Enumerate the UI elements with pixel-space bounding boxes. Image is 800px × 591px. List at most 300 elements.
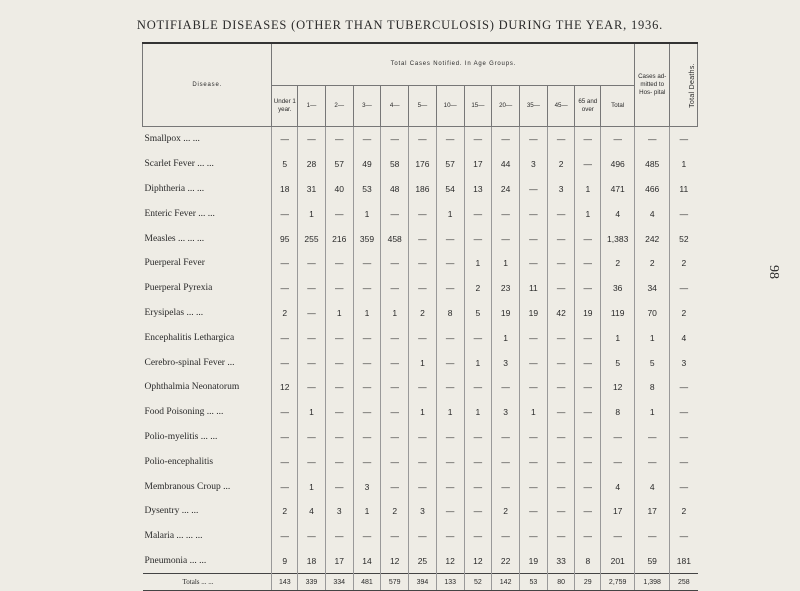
table-cell: — xyxy=(670,474,698,499)
table-cell: 2 xyxy=(635,251,670,276)
table-cell: — xyxy=(464,375,492,400)
table-cell: 1 xyxy=(353,301,381,326)
table-cell: — xyxy=(325,350,353,375)
table-cell: 1 xyxy=(492,325,520,350)
table-cell: — xyxy=(353,524,381,549)
column-header: 20— xyxy=(492,85,520,127)
table-cell: — xyxy=(464,425,492,450)
table-cell: 3 xyxy=(547,177,575,202)
table-cell: 42 xyxy=(547,301,575,326)
table-row xyxy=(143,350,698,375)
table-cell: — xyxy=(464,226,492,251)
table-cell: 22 xyxy=(492,549,520,574)
table-cell: — xyxy=(298,350,326,375)
table-cell: 5 xyxy=(601,350,635,375)
totals-cell: 394 xyxy=(409,574,437,591)
table-cell: — xyxy=(325,251,353,276)
table-cell: 59 xyxy=(635,549,670,574)
table-cell: — xyxy=(409,375,437,400)
table-cell: — xyxy=(272,276,298,301)
table-cell: — xyxy=(381,325,409,350)
table-cell: — xyxy=(409,201,437,226)
table-cell: 1 xyxy=(492,251,520,276)
table-cell: — xyxy=(464,325,492,350)
table-cell: 2 xyxy=(492,499,520,524)
table-cell: — xyxy=(325,127,353,152)
table-cell: 40 xyxy=(325,177,353,202)
table-cell: 18 xyxy=(298,549,326,574)
page-number: 98 xyxy=(766,265,781,279)
totals-cell: 133 xyxy=(436,574,464,591)
table-cell: — xyxy=(464,499,492,524)
table-cell: — xyxy=(575,524,601,549)
table-cell: 3 xyxy=(409,499,437,524)
table-cell: — xyxy=(635,127,670,152)
column-header: 1— xyxy=(298,85,326,127)
table-cell: 1 xyxy=(353,201,381,226)
disease-name: Polio-encephalitis xyxy=(144,456,214,467)
column-header: 15— xyxy=(464,85,492,127)
disease-name: Puerperal Pyrexia xyxy=(144,283,213,294)
totals-cell: 339 xyxy=(298,574,326,591)
table-cell: — xyxy=(325,325,353,350)
table-cell: — xyxy=(409,127,437,152)
deaths-header: Total Deaths. xyxy=(670,43,698,127)
table-cell: — xyxy=(492,449,520,474)
table-cell: — xyxy=(436,375,464,400)
table-cell: — xyxy=(575,499,601,524)
totals-cell: 258 xyxy=(670,574,698,591)
table-cell: — xyxy=(670,449,698,474)
table-cell: — xyxy=(381,276,409,301)
table-cell: 4 xyxy=(298,499,326,524)
table-cell: 1 xyxy=(298,474,326,499)
table-cell: 1 xyxy=(409,350,437,375)
table-cell: — xyxy=(298,127,326,152)
totals-cell: 52 xyxy=(464,574,492,591)
table-cell: — xyxy=(575,350,601,375)
totals-cell: 579 xyxy=(381,574,409,591)
table-row xyxy=(143,474,698,499)
table-cell: 466 xyxy=(635,177,670,202)
disease-name: Erysipelas ... ... xyxy=(144,307,204,318)
table-row xyxy=(143,325,698,350)
table-cell: — xyxy=(436,127,464,152)
table-cell: 201 xyxy=(601,549,635,574)
table-cell: — xyxy=(381,127,409,152)
table-cell: — xyxy=(381,201,409,226)
table-cell: — xyxy=(353,251,381,276)
table-cell: 14 xyxy=(353,549,381,574)
table-row xyxy=(143,375,698,400)
table-cell: 2 xyxy=(409,301,437,326)
table-cell: — xyxy=(272,524,298,549)
table-cell: 34 xyxy=(635,276,670,301)
table-row xyxy=(143,400,698,425)
table-cell: 1 xyxy=(298,201,326,226)
table-cell: 19 xyxy=(492,301,520,326)
table-cell: — xyxy=(575,449,601,474)
table-cell: — xyxy=(575,400,601,425)
table-cell: — xyxy=(381,350,409,375)
table-cell: — xyxy=(635,425,670,450)
table-cell: — xyxy=(325,524,353,549)
totals-cell: 334 xyxy=(325,574,353,591)
table-cell: — xyxy=(272,474,298,499)
table-row xyxy=(143,251,698,276)
table-cell: 1 xyxy=(436,400,464,425)
table-cell: — xyxy=(272,425,298,450)
table-cell: — xyxy=(464,524,492,549)
table-cell: — xyxy=(547,524,575,549)
table-cell: — xyxy=(547,276,575,301)
table-cell: 31 xyxy=(298,177,326,202)
age-groups-header: Total Cases Notified. In Age Groups. xyxy=(272,43,635,85)
disease-name: Dysentry ... ... xyxy=(144,506,199,517)
table-cell: 1 xyxy=(635,400,670,425)
table-cell: 1 xyxy=(409,400,437,425)
table-cell: — xyxy=(547,251,575,276)
table-cell: 8 xyxy=(575,549,601,574)
table-cell: — xyxy=(436,276,464,301)
column-header: Total xyxy=(601,85,635,127)
table-cell: 12 xyxy=(272,375,298,400)
table-cell: — xyxy=(464,127,492,152)
table-row xyxy=(143,524,698,549)
table-cell: — xyxy=(670,276,698,301)
table-cell: — xyxy=(547,350,575,375)
disease-name: Encephalitis Lethargica xyxy=(144,332,235,343)
table-cell: — xyxy=(353,449,381,474)
table-row xyxy=(143,152,698,177)
table-cell: 485 xyxy=(635,152,670,177)
table-cell: — xyxy=(409,449,437,474)
table-cell: — xyxy=(272,201,298,226)
table-cell: 2 xyxy=(670,301,698,326)
table-cell: 18 xyxy=(272,177,298,202)
table-cell: — xyxy=(353,425,381,450)
totals-row xyxy=(143,574,698,591)
table-cell: 36 xyxy=(601,276,635,301)
table-cell: — xyxy=(436,226,464,251)
table-cell: — xyxy=(381,474,409,499)
table-cell: 1 xyxy=(670,152,698,177)
table-cell: — xyxy=(575,276,601,301)
table-cell: 176 xyxy=(409,152,437,177)
table-cell: 44 xyxy=(492,152,520,177)
table-cell: 95 xyxy=(272,226,298,251)
column-header: Under 1 year. xyxy=(272,85,298,127)
table-cell: 28 xyxy=(298,152,326,177)
column-header: 4— xyxy=(381,85,409,127)
table-cell: — xyxy=(670,375,698,400)
table-cell: — xyxy=(272,251,298,276)
table-cell: — xyxy=(601,127,635,152)
table-cell: — xyxy=(325,474,353,499)
table-cell: 17 xyxy=(464,152,492,177)
table-row xyxy=(143,301,698,326)
table-cell: — xyxy=(298,251,326,276)
table-row xyxy=(143,177,698,202)
table-row xyxy=(143,549,698,574)
table-cell: — xyxy=(409,474,437,499)
table-cell: — xyxy=(575,127,601,152)
table-cell: — xyxy=(492,474,520,499)
table-cell: 2 xyxy=(381,499,409,524)
table-cell: — xyxy=(492,524,520,549)
table-cell: — xyxy=(436,499,464,524)
table-cell: 3 xyxy=(325,499,353,524)
table-cell: — xyxy=(353,276,381,301)
table-cell: — xyxy=(381,375,409,400)
table-cell: — xyxy=(353,350,381,375)
disease-name: Diphtheria ... ... xyxy=(144,183,205,194)
table-row xyxy=(143,127,698,152)
table-cell: 216 xyxy=(325,226,353,251)
table-cell: 2 xyxy=(670,499,698,524)
table-cell: — xyxy=(436,251,464,276)
totals-cell: 142 xyxy=(492,574,520,591)
table-cell: — xyxy=(670,127,698,152)
table-cell: 3 xyxy=(353,474,381,499)
table-cell: — xyxy=(547,375,575,400)
table-cell: — xyxy=(492,375,520,400)
table-cell: — xyxy=(601,425,635,450)
table-cell: — xyxy=(520,425,548,450)
table-cell: 1 xyxy=(353,499,381,524)
table-cell: — xyxy=(272,350,298,375)
table-cell: — xyxy=(409,276,437,301)
table-cell: 4 xyxy=(635,201,670,226)
table-cell: — xyxy=(547,474,575,499)
table-cell: — xyxy=(492,226,520,251)
table-cell: — xyxy=(547,226,575,251)
table-cell: — xyxy=(547,449,575,474)
table-cell: — xyxy=(325,400,353,425)
table-cell: 2 xyxy=(272,301,298,326)
table-cell: 1 xyxy=(635,325,670,350)
table-cell: — xyxy=(575,425,601,450)
table-cell: — xyxy=(298,449,326,474)
table-cell: 4 xyxy=(601,474,635,499)
table-cell: — xyxy=(409,226,437,251)
table-cell: 119 xyxy=(601,301,635,326)
table-cell: — xyxy=(547,201,575,226)
table-cell: — xyxy=(272,400,298,425)
table-cell: — xyxy=(298,276,326,301)
table-cell: — xyxy=(547,499,575,524)
table-cell: — xyxy=(436,524,464,549)
disease-name: Measles ... ... ... xyxy=(144,233,205,244)
table-cell: — xyxy=(353,400,381,425)
table-cell: 57 xyxy=(436,152,464,177)
disease-name: Enteric Fever ... ... xyxy=(144,208,215,219)
totals-cell: 1,398 xyxy=(635,574,670,591)
table-cell: 1 xyxy=(298,400,326,425)
table-cell: 48 xyxy=(381,177,409,202)
disease-name: Polio-myelitis ... ... xyxy=(144,431,218,442)
totals-label: Totals ... ... xyxy=(143,574,272,591)
table-row xyxy=(143,449,698,474)
table-cell: — xyxy=(409,425,437,450)
table-cell: — xyxy=(298,375,326,400)
table-row xyxy=(143,276,698,301)
table-cell: — xyxy=(436,474,464,499)
table-cell: 458 xyxy=(381,226,409,251)
table-cell: — xyxy=(381,251,409,276)
table-cell: 1 xyxy=(575,177,601,202)
table-cell: — xyxy=(520,177,548,202)
table-cell: 1 xyxy=(464,251,492,276)
table-cell: — xyxy=(464,474,492,499)
table-cell: 23 xyxy=(492,276,520,301)
table-cell: — xyxy=(381,524,409,549)
table-row xyxy=(143,201,698,226)
table-cell: — xyxy=(547,400,575,425)
table-cell: — xyxy=(272,325,298,350)
table-cell: — xyxy=(492,425,520,450)
table-cell: — xyxy=(325,449,353,474)
table-cell: 3 xyxy=(670,350,698,375)
disease-name: Pneumonia ... ... xyxy=(144,555,207,566)
table-cell: 2 xyxy=(670,251,698,276)
table-cell: 1 xyxy=(436,201,464,226)
table-cell: 255 xyxy=(298,226,326,251)
table-cell: 13 xyxy=(464,177,492,202)
table-cell: — xyxy=(670,524,698,549)
table-cell: — xyxy=(381,400,409,425)
table-cell: 2 xyxy=(601,251,635,276)
table-cell: — xyxy=(575,325,601,350)
totals-cell: 29 xyxy=(575,574,601,591)
table-cell: — xyxy=(353,325,381,350)
table-cell: 496 xyxy=(601,152,635,177)
table-cell: — xyxy=(547,325,575,350)
table-cell: — xyxy=(520,524,548,549)
table-cell: 70 xyxy=(635,301,670,326)
table-cell: — xyxy=(520,499,548,524)
table-cell: 19 xyxy=(520,301,548,326)
table-cell: — xyxy=(520,226,548,251)
disease-name: Food Poisoning ... ... xyxy=(144,407,224,418)
column-header: 2— xyxy=(325,85,353,127)
disease-name: Ophthalmia Neonatorum xyxy=(144,382,240,393)
column-header: 45— xyxy=(547,85,575,127)
table-cell: 33 xyxy=(547,549,575,574)
column-header: 10— xyxy=(436,85,464,127)
table-cell: — xyxy=(670,425,698,450)
table-cell: — xyxy=(272,449,298,474)
table-cell: 9 xyxy=(272,549,298,574)
disease-name: Puerperal Fever xyxy=(144,258,205,269)
table-cell: — xyxy=(464,449,492,474)
table-cell: — xyxy=(409,251,437,276)
table-cell: 54 xyxy=(436,177,464,202)
disease-name: Cerebro-spinal Fever ... xyxy=(144,357,235,368)
totals-cell: 2,759 xyxy=(601,574,635,591)
table-cell: 359 xyxy=(353,226,381,251)
table-cell: 1 xyxy=(575,201,601,226)
table-cell: 3 xyxy=(520,152,548,177)
table-cell: 1 xyxy=(464,350,492,375)
table-cell: 1 xyxy=(325,301,353,326)
table-cell: — xyxy=(547,127,575,152)
table-body xyxy=(143,127,698,591)
table-cell: — xyxy=(547,425,575,450)
table-cell: — xyxy=(670,201,698,226)
disease-name: Scarlet Fever ... ... xyxy=(144,159,214,170)
table-cell: 8 xyxy=(635,375,670,400)
table-cell: — xyxy=(670,400,698,425)
table-cell: — xyxy=(520,201,548,226)
table-cell: — xyxy=(601,449,635,474)
table-cell: 57 xyxy=(325,152,353,177)
table-cell: 4 xyxy=(601,201,635,226)
table-cell: 17 xyxy=(635,499,670,524)
table-cell: — xyxy=(325,375,353,400)
table-cell: — xyxy=(492,201,520,226)
table-cell: — xyxy=(325,201,353,226)
totals-cell: 80 xyxy=(547,574,575,591)
table-cell: 49 xyxy=(353,152,381,177)
table-cell: 186 xyxy=(409,177,437,202)
table-cell: — xyxy=(575,474,601,499)
totals-cell: 481 xyxy=(353,574,381,591)
table-cell: — xyxy=(353,127,381,152)
disease-name: Membranous Croup ... xyxy=(144,481,231,492)
table-cell: 52 xyxy=(670,226,698,251)
table-cell: — xyxy=(409,524,437,549)
table-cell: 1 xyxy=(520,400,548,425)
totals-cell: 53 xyxy=(520,574,548,591)
table-row xyxy=(143,499,698,524)
table-cell: — xyxy=(409,325,437,350)
totals-cell: 143 xyxy=(272,574,298,591)
table-cell: 11 xyxy=(520,276,548,301)
table-cell: 4 xyxy=(670,325,698,350)
table-cell: 2 xyxy=(464,276,492,301)
table-cell: 2 xyxy=(547,152,575,177)
table-cell: 1 xyxy=(601,325,635,350)
table-cell: 471 xyxy=(601,177,635,202)
table-cell: — xyxy=(464,201,492,226)
table-cell: — xyxy=(520,474,548,499)
table-cell: 12 xyxy=(381,549,409,574)
table-cell: 12 xyxy=(601,375,635,400)
table-cell: — xyxy=(436,350,464,375)
table-cell: — xyxy=(575,226,601,251)
table-cell: 24 xyxy=(492,177,520,202)
column-header: 5— xyxy=(409,85,437,127)
table-cell: — xyxy=(520,375,548,400)
column-header: 35— xyxy=(520,85,548,127)
table-cell: 12 xyxy=(436,549,464,574)
table-cell: — xyxy=(436,425,464,450)
table-cell: — xyxy=(520,251,548,276)
table-cell: 8 xyxy=(601,400,635,425)
table-cell: — xyxy=(436,325,464,350)
table-cell: 11 xyxy=(670,177,698,202)
diseases-table xyxy=(142,42,698,591)
table-cell: 19 xyxy=(575,301,601,326)
table-cell: 17 xyxy=(325,549,353,574)
table-cell: 242 xyxy=(635,226,670,251)
table-cell: — xyxy=(298,425,326,450)
table-cell: 17 xyxy=(601,499,635,524)
table-cell: 58 xyxy=(381,152,409,177)
table-cell: 181 xyxy=(670,549,698,574)
table-cell: 1 xyxy=(381,301,409,326)
